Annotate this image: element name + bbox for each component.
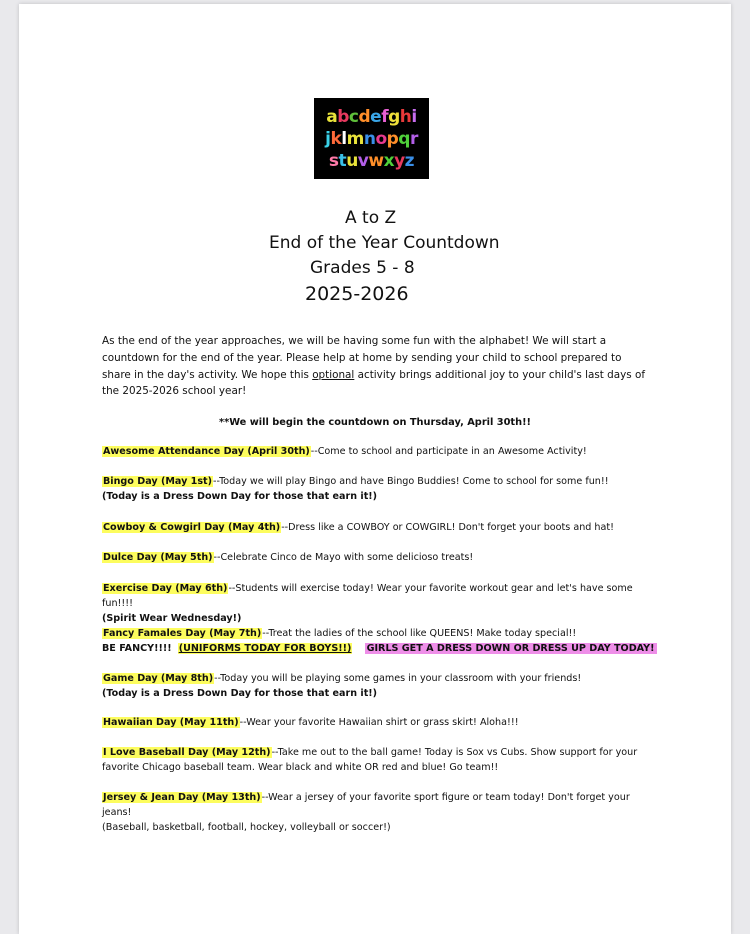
uniforms-note: (UNIFORMS TODAY FOR BOYS!!) <box>178 643 352 655</box>
logo-letter-e: e <box>370 106 382 127</box>
day-item-i <box>102 745 662 775</box>
day-text: --Treat the ladies of the school like QUEENS! Make today special!! <box>262 628 577 639</box>
day-label: Game Day (May 8th) <box>103 673 214 684</box>
logo-letter-k: k <box>330 128 342 149</box>
logo-letter-z: z <box>404 150 415 171</box>
day-note: (Today is a Dress Down Day for those that earn it!) <box>102 491 378 503</box>
day-text: --Students will exercise today! Wear your favorite workout gear and let's have some fun!!!! <box>102 583 633 610</box>
logo-row-3 <box>329 150 414 172</box>
logo-letter-u: u <box>346 150 358 171</box>
intro-optional: optional <box>312 368 355 381</box>
day-item-b <box>102 474 662 504</box>
title-line-3: Grades 5 - 8 <box>310 258 415 278</box>
logo-letter-n: n <box>363 128 376 149</box>
title-line-2: End of the Year Countdown <box>269 233 500 253</box>
day-item-h <box>102 715 662 730</box>
day-text: --Today you will be playing some games in your classroom with your friends! <box>214 673 582 684</box>
logo-row-2 <box>325 128 418 150</box>
logo-letter-o: o <box>375 128 387 149</box>
title-line-4: 2025-2026 <box>305 283 409 305</box>
be-fancy-text: BE FANCY!!!! <box>102 643 172 655</box>
day-label: Jersey & Jean Day (May 13th) <box>103 792 261 803</box>
logo-row-1 <box>326 106 416 128</box>
day-text: --Wear your favorite Hawaiian shirt or grass skirt! Aloha!!! <box>239 717 519 728</box>
logo-letter-d: d <box>358 106 371 127</box>
document-page <box>19 4 731 934</box>
logo-letter-t: t <box>338 150 347 171</box>
day-item-g <box>102 671 662 701</box>
day-label: Awesome Attendance Day (April 30th) <box>103 446 310 457</box>
logo-letter-h: h <box>399 106 412 127</box>
logo-letter-m: m <box>346 128 364 149</box>
logo-letter-v: v <box>357 150 369 171</box>
day-item-j <box>102 790 662 836</box>
logo-letter-i: i <box>411 106 417 127</box>
logo-letter-y: y <box>394 150 405 171</box>
logo-letter-g: g <box>388 106 400 127</box>
day-note: (Today is a Dress Down Day for those that earn it!) <box>102 688 378 700</box>
day-note: (Baseball, basketball, football, hockey, volleyball or soccer!) <box>102 822 391 834</box>
day-text: --Come to school and participate in an Awesome Activity! <box>310 446 587 457</box>
countdown-start-note: **We will begin the countdown on Thursday, April 30th!! <box>218 417 532 428</box>
day-label: Exercise Day (May 6th) <box>103 583 228 594</box>
day-text: --Celebrate Cinco de Mayo with some delicioso treats! <box>213 552 474 563</box>
day-item-c <box>102 520 662 535</box>
logo-letter-r: r <box>409 128 418 149</box>
day-label: Fancy Famales Day (May 7th) <box>103 628 262 639</box>
logo-letter-p: p <box>386 128 399 149</box>
day-text: --Today we will play Bingo and have Bingo Buddies! Come to school for some fun!! <box>213 476 609 487</box>
logo-letter-w: w <box>368 150 384 171</box>
logo-letter-s: s <box>328 150 339 171</box>
logo-letter-q: q <box>398 128 410 149</box>
day-note: (Spirit Wear Wednesday!) <box>102 613 242 625</box>
girls-dress-note: GIRLS GET A DRESS DOWN OR DRESS UP DAY TODAY! <box>366 643 655 655</box>
logo-letter-b: b <box>337 106 349 127</box>
logo-letter-j: j <box>325 128 331 149</box>
day-text: --Dress like a COWBOY or COWGIRL! Don't forget your boots and hat! <box>281 522 614 533</box>
alphabet-logo <box>314 98 429 179</box>
day-label: Hawaiian Day (May 11th) <box>103 717 239 728</box>
logo-letter-f: f <box>381 106 389 127</box>
intro-text-1: As the end of the year approaches, we will be having some fun with the alphabet! We will start a countdown for the end of the year. Please help at home by sending your child to school prepared to share in the day's activity. We hope this <box>102 335 622 381</box>
day-label: Bingo Day (May 1st) <box>103 476 213 487</box>
day-label: Cowboy & Cowgirl Day (May 4th) <box>103 522 281 533</box>
day-item-f <box>102 626 662 656</box>
logo-letter-l: l <box>341 128 347 149</box>
day-item-d <box>102 550 662 565</box>
logo-letter-x: x <box>383 150 395 171</box>
intro-text-2: activity brings additional joy to your child's last days of the 2025-2026 school year! <box>102 368 646 398</box>
title-line-1: A to Z <box>345 208 397 228</box>
day-item-a <box>102 444 662 459</box>
day-text: --Wear a jersey of your favorite sport figure or team today! Don't forget your jeans! <box>102 792 630 819</box>
logo-letter-a: a <box>326 106 338 127</box>
day-label: Dulce Day (May 5th) <box>103 552 213 563</box>
logo-letter-c: c <box>348 106 359 127</box>
day-text: --Take me out to the ball game! Today is Sox vs Cubs. Show support for your favorite Chicago baseball team. Wear black and white OR red and blue! Go team!! <box>102 747 638 774</box>
day-label: I Love Baseball Day (May 12th) <box>103 747 271 758</box>
day-item-e <box>102 581 662 627</box>
intro-paragraph <box>102 333 647 400</box>
